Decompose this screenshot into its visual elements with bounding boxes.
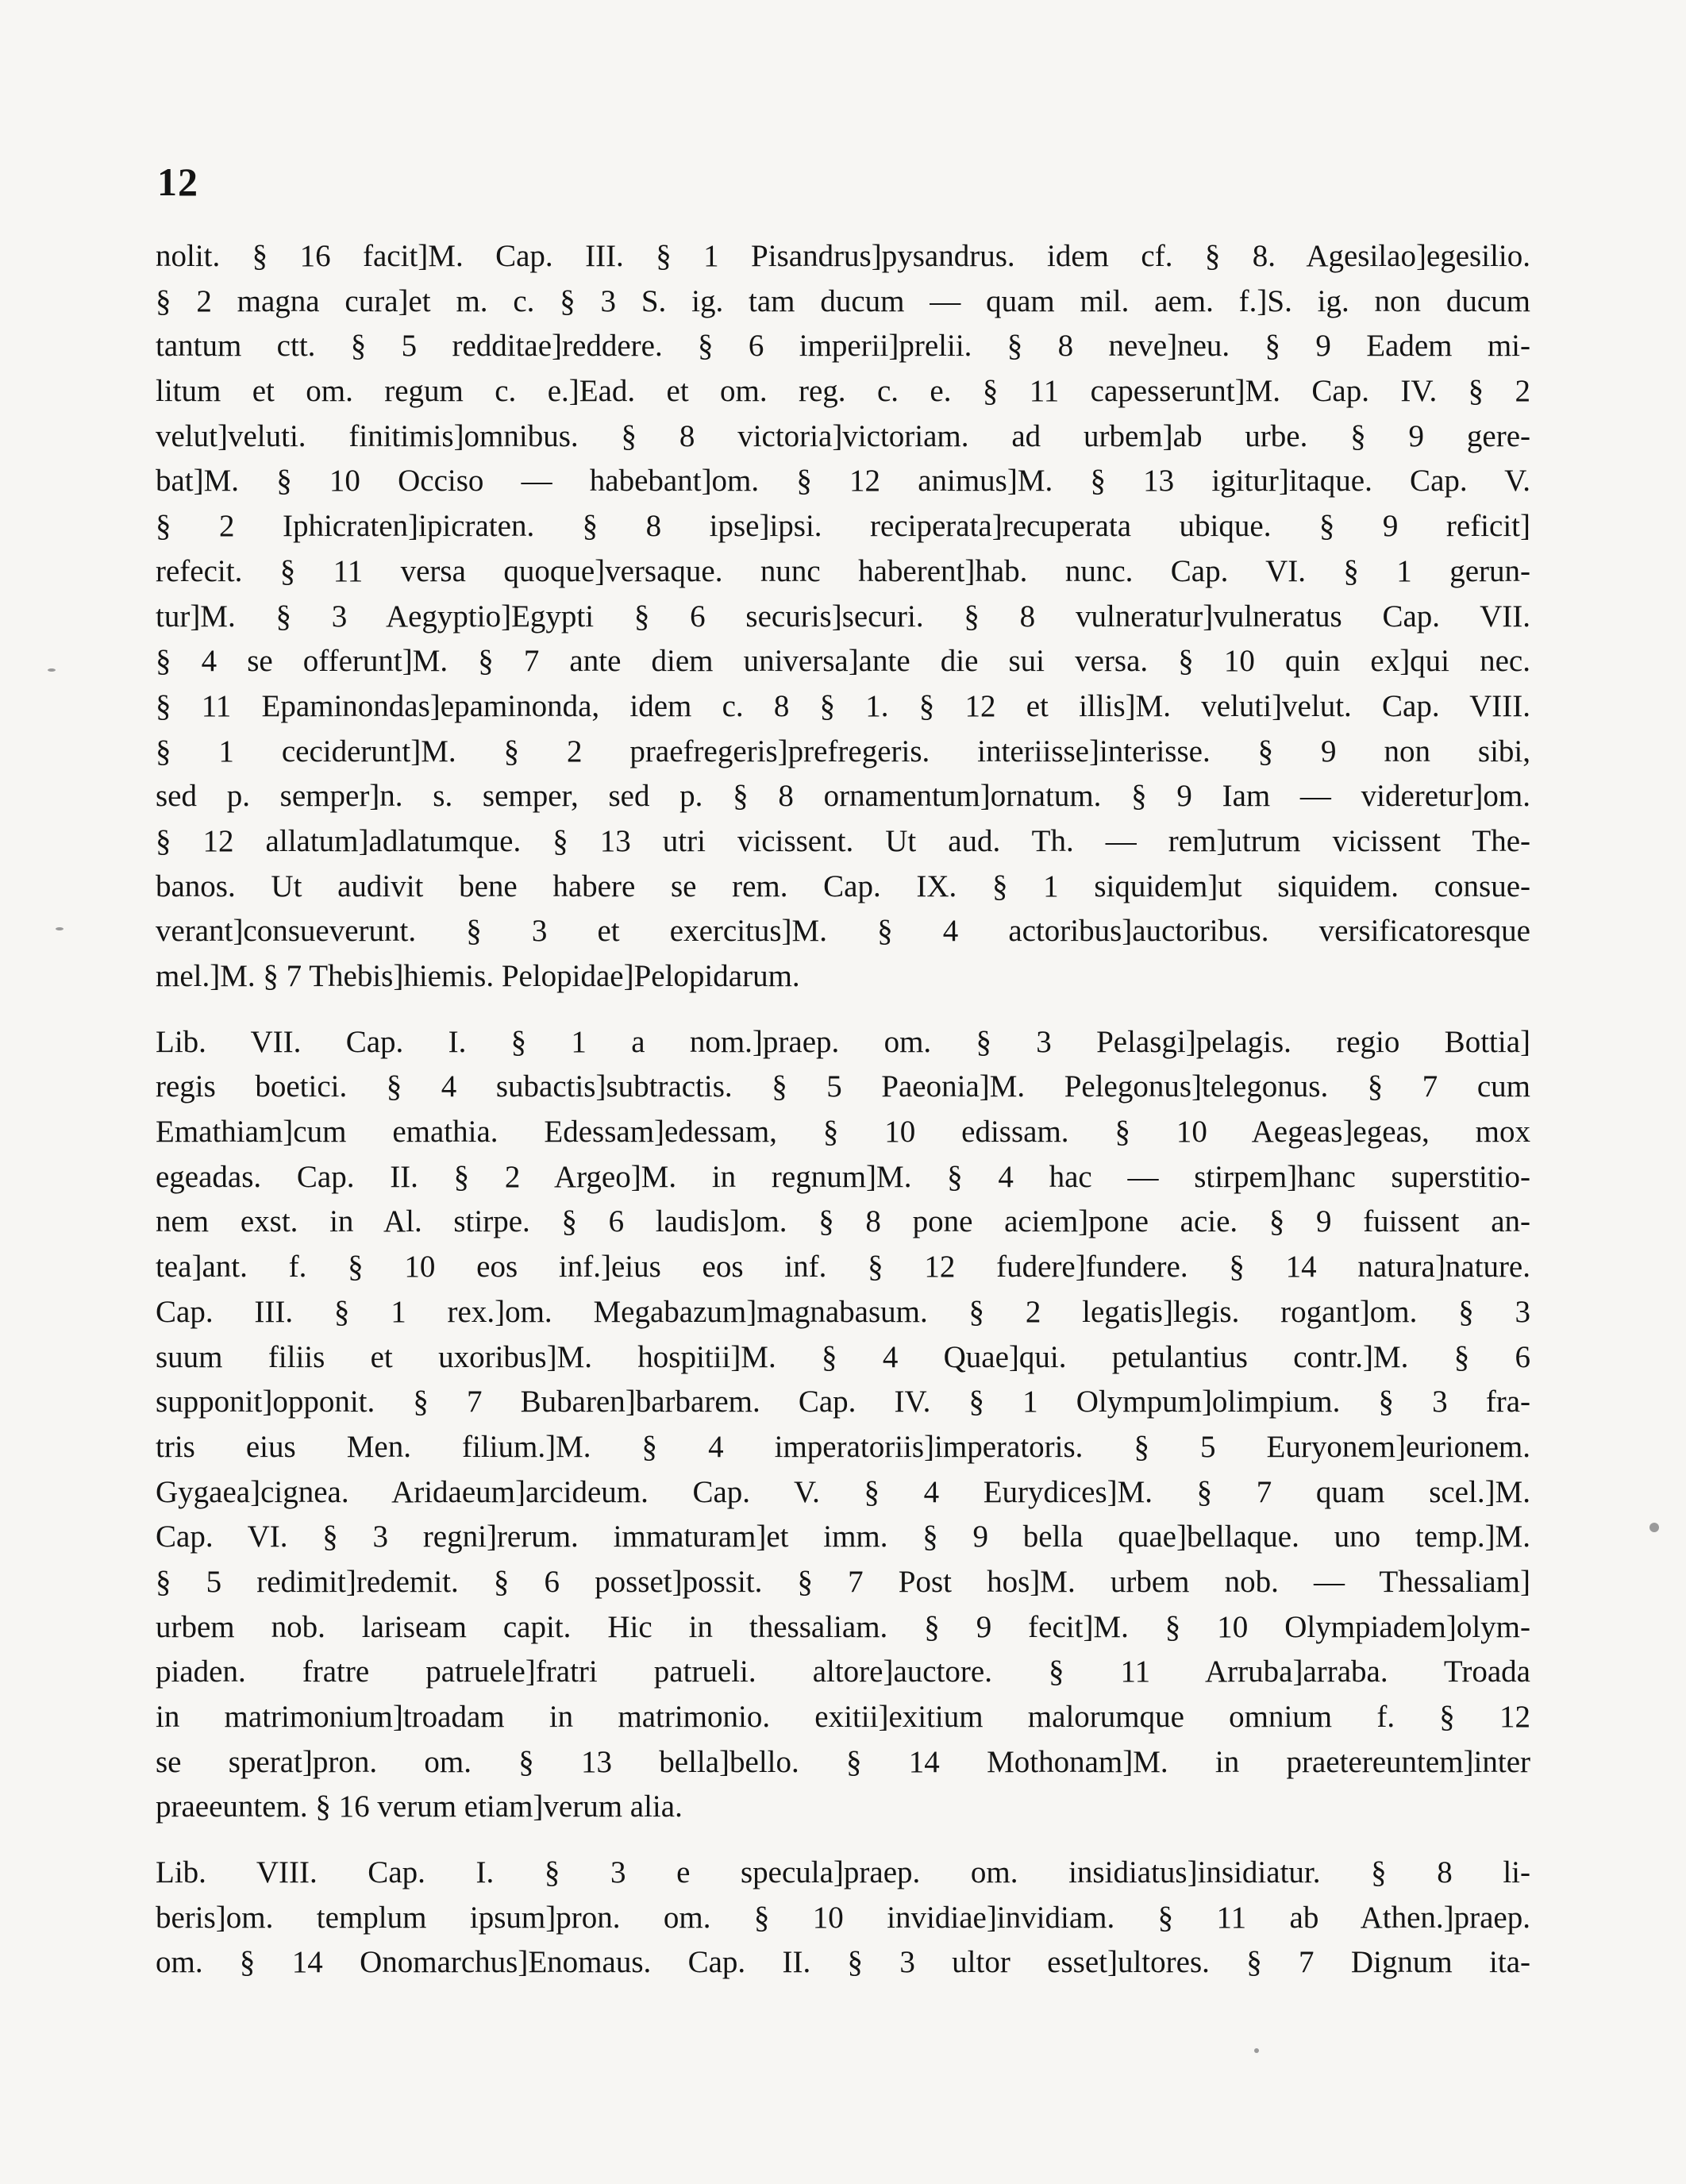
scan-speck [1254, 2048, 1259, 2053]
text-line: § 2 Iphicraten]ipicraten. § 8 ipse]ipsi. reciperata]recuperata ubique. § 9 reficit] [156, 509, 1530, 544]
text-line: § 4 se offerunt]M. § 7 ante diem universa]ante die sui versa. § 10 quin ex]qui nec. [156, 644, 1530, 679]
text-line: Emathiam]cum emathia. Edessam]edessam, § 10 edissam. § 10 Aegeas]egeas, mox [156, 1115, 1530, 1150]
text-line: § 5 redimit]redemit. § 6 posset]possit. § 7 Post hos]M. urbem nob. — Thessaliam] [156, 1564, 1530, 1599]
text-line: verant]consueverunt. § 3 et exercitus]M. § 4 actoribus]auctoribus. versificatoresque [156, 914, 1530, 949]
paragraph-lib-vi-notes [156, 234, 1530, 1000]
text-line: § 2 magna cura]et m. c. § 3 S. ig. tam ducum — quam mil. aem. f.]S. ig. non ducum [156, 283, 1530, 318]
text-line: suum filiis et uxoribus]M. hospitii]M. § 4 Quae]qui. petulantius contr.]M. § 6 [156, 1339, 1530, 1374]
text-line: mel.]M. § 7 Thebis]hiemis. Pelopidae]Pelopidarum. [156, 959, 800, 993]
critical-apparatus-text [156, 234, 1530, 1986]
text-line: refecit. § 11 versa quoque]versaque. nunc haberent]hab. nunc. Cap. VI. § 1 gerun- [156, 553, 1530, 588]
text-line: Lib. VII. Cap. I. § 1 a nom.]praep. om. § 3 Pelasgi]pelagis. regio Bottia] [156, 1024, 1530, 1059]
text-line: bat]M. § 10 Occiso — habebant]om. § 12 animus]M. § 13 igitur]itaque. Cap. V. [156, 464, 1530, 499]
text-line: banos. Ut audivit bene habere se rem. Cap. IX. § 1 siquidem]ut siquidem. consue- [156, 869, 1530, 903]
text-line: in matrimonium]troadam in matrimonio. exitii]exitium malorumque omnium f. § 12 [156, 1700, 1530, 1734]
paragraph-lib-vii-notes [156, 1020, 1530, 1830]
text-line: Lib. VIII. Cap. I. § 3 e specula]praep. om. insidiatus]insidiatur. § 8 li- [156, 1855, 1530, 1890]
text-line: sed p. semper]n. s. semper, sed p. § 8 ornamentum]ornatum. § 9 Iam — videretur]om. [156, 779, 1530, 814]
paragraph-gap [156, 1830, 1530, 1851]
text-line: urbem nob. lariseam capit. Hic in thessaliam. § 9 fecit]M. § 10 Olympiadem]olym- [156, 1609, 1530, 1644]
paragraph-lib-viii-notes [156, 1851, 1530, 1986]
text-line: egeadas. Cap. II. § 2 Argeo]M. in regnum]M. § 4 hac — stirpem]hanc superstitio- [156, 1159, 1530, 1194]
text-line: tur]M. § 3 Aegyptio]Egypti § 6 securis]securi. § 8 vulneratur]vulneratus Cap. VII. [156, 599, 1530, 634]
text-line: § 12 allatum]adlatumque. § 13 utri vicissent. Ut aud. Th. — rem]utrum vicissent The- [156, 823, 1530, 858]
page-number: 12 [157, 160, 198, 204]
text-line: regis boetici. § 4 subactis]subtractis. § 5 Paeonia]M. Pelegonus]telegonus. § 7 cum [156, 1069, 1530, 1104]
text-line: om. § 14 Onomarchus]Enomaus. Cap. II. § 3 ultor esset]ultores. § 7 Dignum ita- [156, 1945, 1530, 1980]
scan-speck [48, 668, 56, 672]
text-line: velut]veluti. finitimis]omnibus. § 8 victoria]victoriam. ad urbem]ab urbe. § 9 gere- [156, 418, 1530, 453]
text-line: § 11 Epaminondas]epaminonda, idem c. 8 § 1. § 12 et illis]M. veluti]velut. Cap. VIII. [156, 688, 1530, 723]
text-line: beris]om. templum ipsum]pron. om. § 10 invidiae]invidiam. § 11 ab Athen.]praep. [156, 1900, 1530, 1935]
text-line: praeeuntem. § 16 verum etiam]verum alia. [156, 1789, 683, 1824]
text-line: piaden. fratre patruele]fratri patrueli. altore]auctore. § 11 Arruba]arraba. Troada [156, 1654, 1530, 1689]
text-line: Cap. VI. § 3 regni]rerum. immaturam]et imm. § 9 bella quae]bellaque. uno temp.]M. [156, 1520, 1530, 1554]
text-line: tris eius Men. filium.]M. § 4 imperatoriis]imperatoris. § 5 Euryonem]eurionem. [156, 1429, 1530, 1464]
text-line: § 1 ceciderunt]M. § 2 praefregeris]prefregeris. interiisse]interisse. § 9 non sibi, [156, 734, 1530, 768]
scan-speck [56, 927, 64, 930]
text-line: nolit. § 16 facit]M. Cap. III. § 1 Pisandrus]pysandrus. idem cf. § 8. Agesilao]egesilio. [156, 239, 1530, 273]
text-line: supponit]opponit. § 7 Bubaren]barbarem. Cap. IV. § 1 Olympum]olimpium. § 3 fra- [156, 1385, 1530, 1419]
text-line: tea]ant. f. § 10 eos inf.]eius eos inf. § 12 fudere]fundere. § 14 natura]nature. [156, 1250, 1530, 1285]
paragraph-gap [156, 1000, 1530, 1020]
text-line: tantum ctt. § 5 redditae]reddere. § 6 imperii]prelii. § 8 neve]neu. § 9 Eadem mi- [156, 329, 1530, 364]
text-line: Gygaea]cignea. Aridaeum]arcideum. Cap. V. § 4 Eurydices]M. § 7 quam scel.]M. [156, 1474, 1530, 1509]
text-line: nem exst. in Al. stirpe. § 6 laudis]om. § 8 pone aciem]pone acie. § 9 fuissent an- [156, 1204, 1530, 1239]
scan-speck [1649, 1523, 1659, 1532]
text-line: litum et om. regum c. e.]Ead. et om. reg. c. e. § 11 capesserunt]M. Cap. IV. § 2 [156, 374, 1530, 409]
text-line: Cap. III. § 1 rex.]om. Megabazum]magnabasum. § 2 legatis]legis. rogant]om. § 3 [156, 1294, 1530, 1329]
text-line: se sperat]pron. om. § 13 bella]bello. § 14 Mothonam]M. in praetereuntem]inter [156, 1744, 1530, 1779]
